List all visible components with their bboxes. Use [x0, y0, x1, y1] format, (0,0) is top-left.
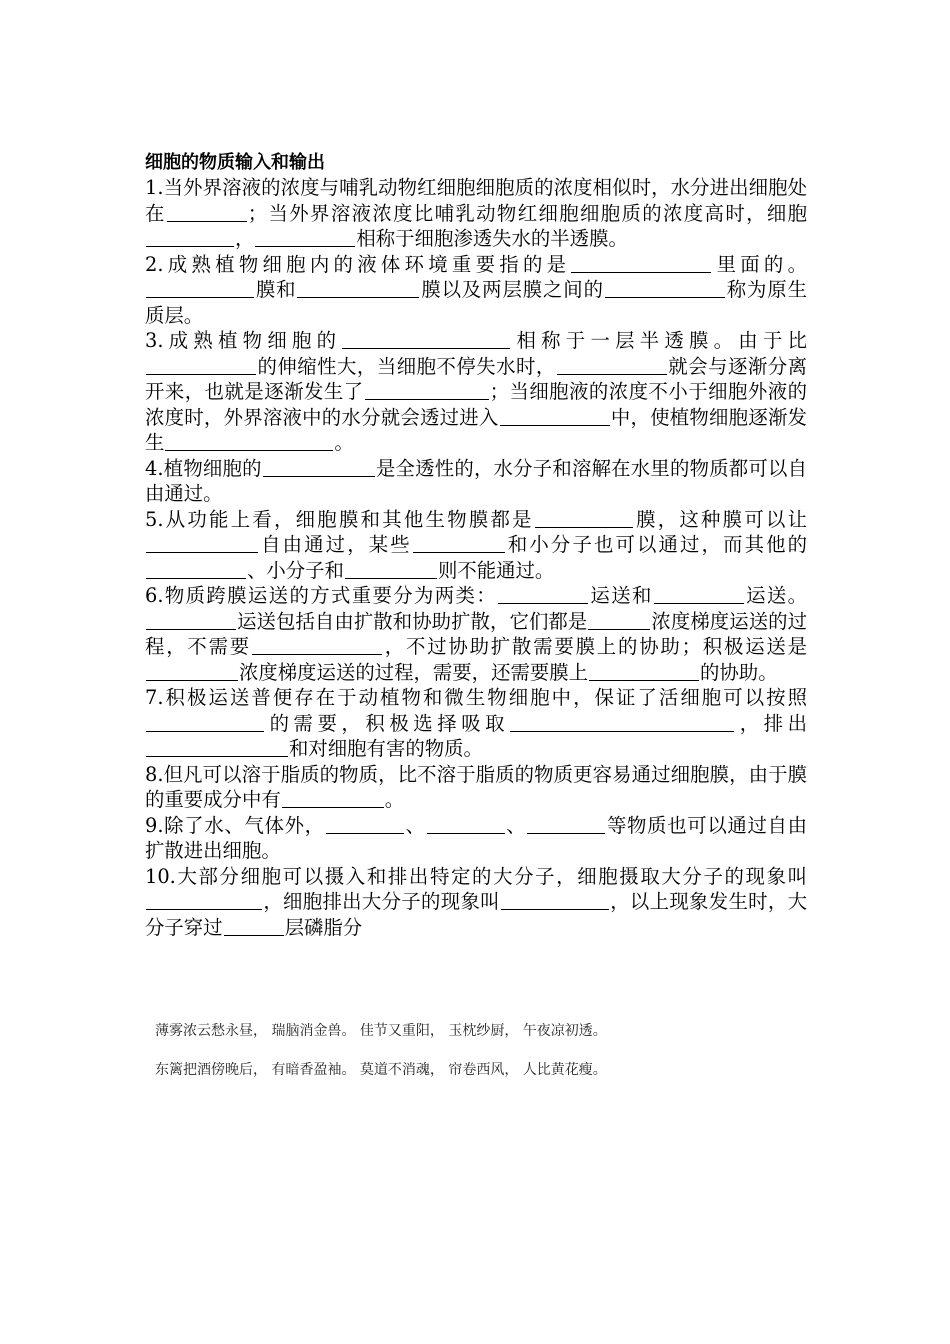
question-text: 9.除了水、气体外，: [145, 813, 325, 837]
answer-blank[interactable]: [501, 908, 609, 910]
answer-blank[interactable]: [589, 679, 699, 681]
answer-blank[interactable]: [146, 577, 246, 579]
question-text: 就会与逐渐分离开来，也就是逐渐发生了: [145, 354, 808, 403]
question-list: [145, 175, 807, 940]
answer-blank[interactable]: [427, 832, 505, 834]
question-text: 1.当外界溶液的浓度与哺乳动物红细胞细胞质的浓度相似时，水分进出细胞处在: [145, 176, 807, 225]
answer-blank[interactable]: [146, 755, 288, 757]
question-5: [145, 507, 807, 584]
answer-blank[interactable]: [500, 424, 610, 426]
question-text: 浓度梯度运送的过程，需要，还需要膜上: [239, 660, 589, 684]
question-text: 。: [334, 431, 354, 454]
question-text: ，以上现象发生时，大分子穿过: [145, 890, 808, 939]
answer-blank[interactable]: [146, 628, 236, 630]
question-3: [145, 328, 807, 456]
answer-blank[interactable]: [255, 245, 355, 247]
answer-blank[interactable]: [413, 551, 505, 553]
answer-blank[interactable]: [605, 296, 725, 298]
answer-blank[interactable]: [146, 373, 256, 375]
question-text: 5.从功能上看，细胞膜和其他生物膜都是: [145, 507, 534, 531]
question-text: 运送。: [744, 584, 808, 607]
question-text: 则不能通过。: [437, 558, 555, 582]
poem-line-2: 东篱把酒傍晚后， 有暗香盈袖。 莫道不消魂， 帘卷西风， 人比黄花瘦。: [155, 1062, 607, 1078]
question-text: ；当细胞液的浓度不小于细胞外液的浓度时，外界溶液中的水分就会透过进入: [145, 380, 808, 429]
question-text: 3.成熟植物细胞的: [145, 329, 342, 352]
answer-blank[interactable]: [263, 475, 375, 477]
question-8: [145, 762, 807, 813]
question-text: 8.但凡可以溶于脂质的物质，比不溶于脂质的物质更容易通过细胞膜，由于膜的重要成分中有: [145, 762, 807, 811]
question-text: 6.物质跨膜运送的方式重要分为两类：: [145, 584, 498, 607]
answer-blank[interactable]: [224, 934, 284, 936]
answer-blank[interactable]: [297, 296, 419, 298]
question-text: 膜和: [255, 278, 297, 301]
answer-blank[interactable]: [654, 602, 744, 604]
answer-blank[interactable]: [510, 730, 734, 732]
question-text: 里面的。: [712, 252, 808, 276]
worksheet-title: 细胞的物质输入和输出: [145, 152, 325, 173]
question-text: 称为原生质层。: [145, 278, 807, 327]
answer-blank[interactable]: [146, 679, 238, 681]
question-text: ；当外界溶液浓度比哺乳动物红细胞细胞质的浓度高时，细胞: [247, 201, 808, 225]
question-text: 、小分子和: [247, 558, 344, 582]
question-text: 10.大部分细胞可以摄入和排出特定的大分子，细胞摄取大分子的现象叫: [145, 864, 807, 888]
answer-blank[interactable]: [146, 296, 254, 298]
question-text: ，: [235, 227, 255, 250]
question-1: [145, 175, 807, 252]
answer-blank[interactable]: [498, 602, 588, 604]
answer-blank[interactable]: [282, 806, 384, 808]
question-text: 相称于细胞渗透失水的半透膜。: [356, 227, 628, 250]
question-text: 膜以及两层膜之间的: [420, 278, 604, 301]
question-text: 运送和: [589, 584, 653, 607]
answer-blank[interactable]: [146, 908, 262, 910]
question-text: 膜，这种膜可以让: [633, 507, 808, 531]
worksheet: [145, 150, 807, 940]
question-text: 是全透性的，水分子和溶解在水里的物质都可以自由通过。: [145, 456, 807, 505]
question-2: [145, 252, 807, 329]
question-text: 、: [505, 813, 527, 837]
answer-blank[interactable]: [342, 347, 510, 349]
question-text: 。: [384, 788, 405, 811]
answer-blank[interactable]: [252, 653, 382, 655]
question-text: 、: [404, 813, 426, 837]
answer-blank[interactable]: [165, 449, 333, 451]
question-text: 层磷脂分: [284, 915, 363, 939]
answer-blank[interactable]: [527, 832, 605, 834]
question-text: 7.积极运送普便存在于动植物和微生物细胞中，保证了活细胞可以按照: [145, 686, 807, 709]
question-text: 运送包括自由扩散和协助扩散，它们都是: [237, 609, 588, 633]
question-text: 2.成熟植物细胞内的液体环境重要指的是: [145, 252, 571, 276]
question-6: [145, 583, 807, 685]
question-text: 中，使植物细胞逐渐发生: [145, 405, 808, 454]
answer-blank[interactable]: [345, 577, 437, 579]
question-text: 浓度梯度运送的过程，不需要: [145, 609, 807, 658]
answer-blank[interactable]: [535, 526, 633, 528]
answer-blank[interactable]: [167, 220, 247, 222]
answer-blank[interactable]: [146, 245, 234, 247]
question-text: 和对细胞有害的物质。: [289, 737, 483, 760]
answer-blank[interactable]: [146, 551, 258, 553]
question-text: 的协助。: [700, 660, 778, 684]
question-text: 的伸缩性大，当细胞不停失水时，: [257, 354, 556, 378]
question-text: 和小分子也可以通过，而其他的: [505, 533, 808, 556]
question-text: 自由通过，某些: [259, 533, 412, 556]
question-7: [145, 685, 807, 762]
poem-line-1: 薄雾浓云愁永昼， 瑞脑消金兽。 佳节又重阳， 玉枕纱厨， 午夜凉初透。: [155, 1023, 607, 1039]
question-text: ，排出: [735, 711, 808, 735]
question-text: 的需要，积极选择吸取: [265, 711, 510, 735]
question-4: [145, 456, 807, 507]
question-text: 相称于一层半透膜。由于比: [511, 329, 807, 352]
question-text: ，不过协助扩散需要膜上的协助；积极运送是: [383, 635, 807, 658]
question-text: 等物质也可以通过自由扩散进出细胞。: [145, 813, 808, 862]
question-10: [145, 864, 807, 941]
question-text: 4.植物细胞的: [145, 456, 262, 480]
answer-blank[interactable]: [557, 373, 667, 375]
answer-blank[interactable]: [365, 398, 489, 400]
answer-blank[interactable]: [588, 628, 650, 630]
question-9: [145, 813, 807, 864]
answer-blank[interactable]: [571, 271, 711, 273]
answer-blank[interactable]: [146, 730, 264, 732]
answer-blank[interactable]: [326, 832, 404, 834]
question-text: ，细胞排出大分子的现象叫: [263, 890, 500, 913]
